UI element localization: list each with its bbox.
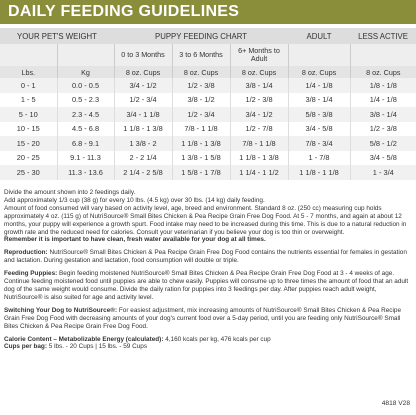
note-divide: Divide the amount shown into 2 feedings daily. [4, 189, 136, 196]
cups-0-3-cell: 1 3/8 - 2 [114, 136, 172, 151]
calorie-text: 4,160 kcals per kg, 476 kcals per cup [163, 335, 271, 343]
cups-3-6-cell: 1 3/8 - 1 5/8 [172, 151, 230, 166]
table-row [0, 93, 416, 108]
unit-lbs: Lbs. [0, 66, 57, 78]
cups-adult-cell: 1 1/8 - 1 1/8 [288, 165, 350, 180]
section-calorie [4, 336, 414, 344]
cups-adult-cell: 5/8 - 3/8 [288, 107, 350, 122]
cups-adult-cell: 1/4 - 1/8 [288, 78, 350, 93]
cups-0-3-cell: 3/4 - 1/2 [114, 78, 172, 93]
puppy-chart-header: PUPPY FEEDING CHART [114, 28, 288, 44]
adult-header: ADULT [288, 28, 350, 44]
cups-less-active-cell: 1 - 3/4 [350, 165, 416, 180]
note-add: Add approximately 1/3 cup (38 g) for every 10 lbs. (4.5 kg) over 30 lbs. (14 kg) daily feeding. [4, 196, 265, 204]
feeding-notes [4, 189, 414, 351]
cups-6-adult-cell: 1/2 - 3/8 [230, 93, 288, 108]
note-water: Remember it is important to have clean, fresh water available for your dog at all times. [4, 236, 266, 244]
switching-label: Switching Your Dog to NutriSource®: [4, 306, 118, 314]
less-active-header: LESS ACTIVE [350, 28, 416, 44]
unit-header-row [0, 66, 416, 78]
weight-lbs-cell: 20 - 25 [0, 151, 57, 166]
age-3-6-header: 3 to 6 Months [172, 44, 230, 66]
weight-kg-cell: 4.5 - 6.8 [57, 122, 114, 137]
unit-cups: 8 oz. Cups [172, 66, 230, 78]
section-feeding-puppies [4, 270, 414, 302]
calorie-label: Calorie Content – Metabolizable Energy (calculated): [4, 335, 164, 343]
product-code: 4818 V28 [381, 400, 410, 407]
cups-less-active-cell: 3/8 - 1/4 [350, 107, 416, 122]
cups-adult-cell: 3/8 - 1/4 [288, 93, 350, 108]
cups-6-adult-cell: 3/4 - 1/2 [230, 107, 288, 122]
cups-6-adult-cell: 1/2 - 7/8 [230, 122, 288, 137]
cups-0-3-cell: 3/4 - 1 1/8 [114, 107, 172, 122]
unit-cups: 8 oz. Cups [230, 66, 288, 78]
cups-less-active-cell: 1/4 - 1/8 [350, 93, 416, 108]
section-cups-per-bag [4, 343, 414, 351]
cups-0-3-cell: 1/2 - 3/4 [114, 93, 172, 108]
feeding-chart-table [0, 28, 416, 180]
cups-6-adult-cell: 7/8 - 1 1/8 [230, 136, 288, 151]
pet-weight-header: YOUR PET'S WEIGHT [0, 28, 114, 44]
weight-lbs-cell: 1 - 5 [0, 93, 57, 108]
cups-6-adult-cell: 1 1/8 - 1 3/8 [230, 151, 288, 166]
unit-cups: 8 oz. Cups [350, 66, 416, 78]
weight-lbs-cell: 15 - 20 [0, 136, 57, 151]
section-switching [4, 307, 414, 331]
age-0-3-header: 0 to 3 Months [114, 44, 172, 66]
cups-label: Cups per bag: [4, 343, 47, 351]
cups-less-active-cell: 1/8 - 1/8 [350, 78, 416, 93]
weight-lbs-cell: 5 - 10 [0, 107, 57, 122]
table-row [0, 165, 416, 180]
cups-adult-cell: 1 - 7/8 [288, 151, 350, 166]
unit-cups: 8 oz. Cups [114, 66, 172, 78]
weight-kg-cell: 9.1 - 11.3 [57, 151, 114, 166]
age-6-adult-header: 6+ Months to Adult [230, 44, 288, 66]
cups-0-3-cell: 2 - 2 1/4 [114, 151, 172, 166]
table-row [0, 151, 416, 166]
table-row [0, 78, 416, 93]
cups-3-6-cell: 7/8 - 1 1/8 [172, 122, 230, 137]
cups-6-adult-cell: 1 1/4 - 1 1/2 [230, 165, 288, 180]
reproduction-text: NutriSource® Small Bites Chicken & Pea Recipe Grain Free Dog Food contains the nutrients essential for females in gestation and lactation. During gestation and lactation, food consumption will double or triple. [4, 249, 407, 265]
table-row [0, 122, 416, 137]
weight-kg-cell: 2.3 - 4.5 [57, 107, 114, 122]
age-header-row [0, 44, 416, 66]
cups-3-6-cell: 1/2 - 3/4 [172, 107, 230, 122]
weight-kg-cell: 6.8 - 9.1 [57, 136, 114, 151]
cups-3-6-cell: 3/8 - 1/2 [172, 93, 230, 108]
cups-less-active-cell: 3/4 - 5/8 [350, 151, 416, 166]
table-row [0, 136, 416, 151]
feeding-puppies-text: Begin feeding moistened NutriSource® Small Bites Chicken & Pea Recipe Grain Free Dog Food at 3 - 4 weeks of age. Continue feeding moistened food until puppies are able to chew easily. Puppies will consume up to three times the amount of food that an adult dog of the same weight would consume. Divide the daily ration for puppies into 3 feedings per day. After puppies reach adult weight, NutriSource® is also suited for age and activity level. [4, 270, 409, 301]
reproduction-label: Reproduction: [4, 249, 48, 257]
weight-kg-cell: 0.0 - 0.5 [57, 78, 114, 93]
table-row [0, 107, 416, 122]
weight-kg-cell: 11.3 - 13.6 [57, 165, 114, 180]
unit-kg: Kg [57, 66, 114, 78]
switching-text: For easiest adjustment, mix increasing amounts of NutriSource® Small Bites Chicken & Pea Recipe Grain Free Dog Food with decreasing amounts of your dog's current food over a 5-day period, until you are feeding only NutriSource® Small Bites Chicken & Pea Recipe Grain Free Dog Food. [4, 306, 402, 330]
cups-3-6-cell: 1 5/8 - 1 7/8 [172, 165, 230, 180]
weight-lbs-cell: 25 - 30 [0, 165, 57, 180]
feeding-puppies-label: Feeding Puppies: [4, 270, 58, 278]
note-amount: Amount of food consumed will vary based on activity level, age, breed and environment. Standard 8 oz. (250 cc) measuring cup holds approximately 4 oz. (115 g) of NutriSource® Small Bites Chicken & Pea Recipe Grain Free Dog Food. At 5 - 7 months, and again at about 12 months, your puppy will experience a growth spurt. Food intake may need to be increased during this time. This is due to a natural reduction in growth rate and the reduced need for calories. Consult your veterinarian if you believe your dog is too thin or overweight. [4, 204, 407, 236]
cups-less-active-cell: 5/8 - 1/2 [350, 136, 416, 151]
cups-0-3-cell: 1 1/8 - 1 3/8 [114, 122, 172, 137]
cups-3-6-cell: 1/2 - 3/8 [172, 78, 230, 93]
cups-adult-cell: 7/8 - 3/4 [288, 136, 350, 151]
page-title: DAILY FEEDING GUIDELINES [0, 0, 416, 24]
cups-6-adult-cell: 3/8 - 1/4 [230, 78, 288, 93]
unit-cups: 8 oz. Cups [288, 66, 350, 78]
weight-kg-cell: 0.5 - 2.3 [57, 93, 114, 108]
cups-text: 5 lbs. - 20 Cups | 15 lbs. - 59 Cups [46, 343, 148, 351]
section-reproduction [4, 249, 414, 265]
weight-lbs-cell: 0 - 1 [0, 78, 57, 93]
cups-less-active-cell: 1/2 - 3/8 [350, 122, 416, 137]
cups-3-6-cell: 1 1/8 - 1 3/8 [172, 136, 230, 151]
cups-0-3-cell: 2 1/4 - 2 5/8 [114, 165, 172, 180]
cups-adult-cell: 3/4 - 5/8 [288, 122, 350, 137]
group-header-row [0, 28, 416, 44]
weight-lbs-cell: 10 - 15 [0, 122, 57, 137]
